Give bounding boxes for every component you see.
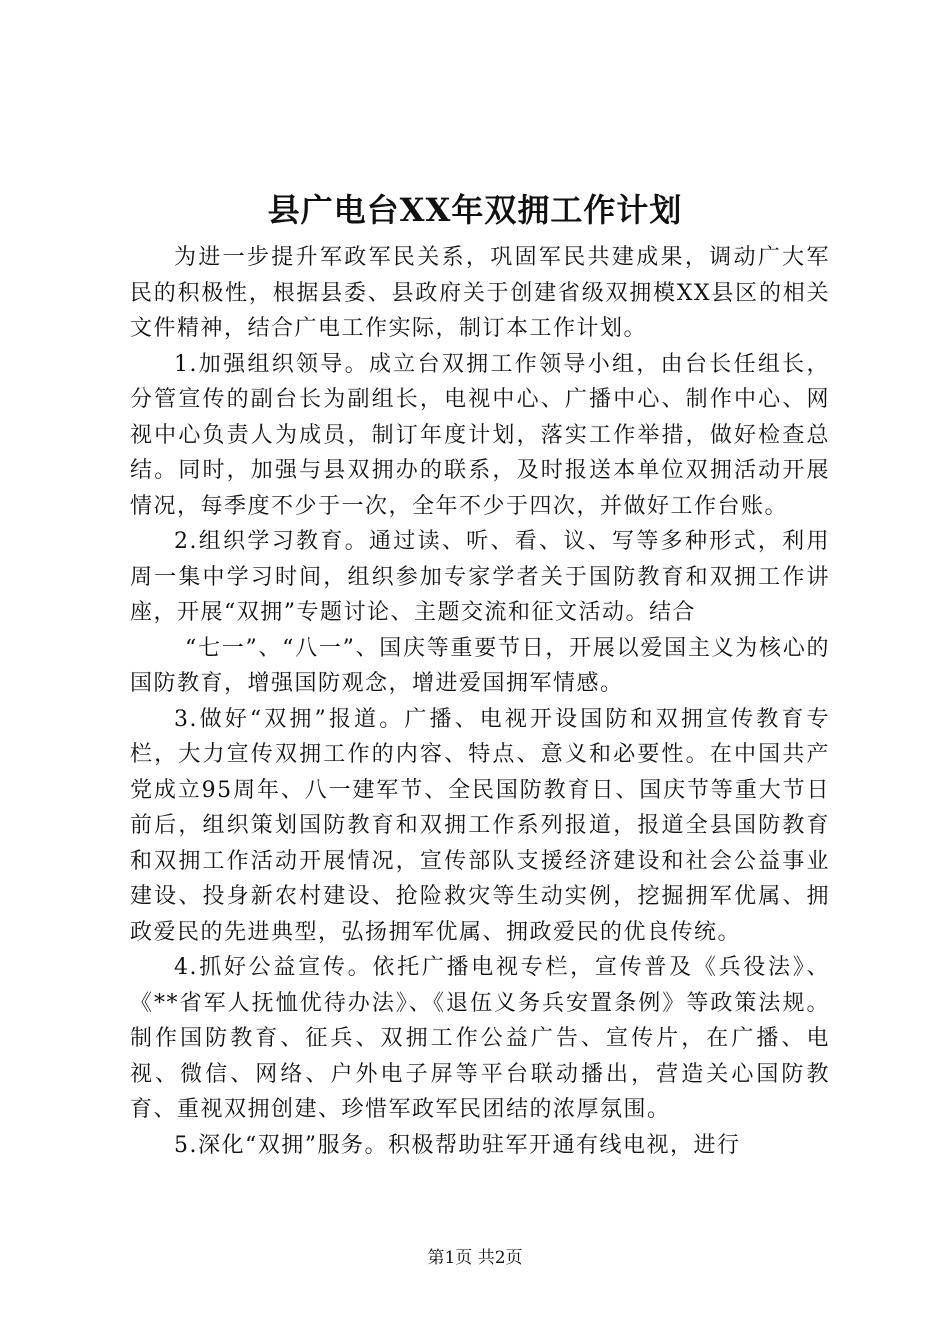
- paragraph-item-5: 5.深化“双拥”服务。积极帮助驻军开通有线电视，进行: [174, 1132, 741, 1158]
- page-number-footer: 第1页 共2页: [427, 1248, 523, 1268]
- paragraph-item-1: 1.加强组织领导。成立台双拥工作领导小组，由台长任组长，分管宣传的副台长为副组长，电视中心、广播中心、制作中心、网视中心负责人为成员，制订年度计划，落实工作举措，做好检查总结。同时，加强与县双拥办的联系，及时报送本单位双拥活动开展情况，每季度不少于一次，全年不少于四次，并做好工作台账。: [130, 351, 830, 519]
- paragraph-intro: 为进一步提升军政军民关系，巩固军民共建成果，调动广大军民的积极性，根据县委、县政府关于创建省级双拥模XX县区的相关文件精神，结合广电工作实际，制订本工作计划。: [130, 245, 830, 341]
- document-title: 县广电台XX年双拥工作计划: [267, 191, 683, 229]
- paragraph-item-2-continued: “七一”、“八一”、国庆等重要节日，开展以爱国主义为核心的国防教育，增强国防观念，增进爱国拥军情感。: [130, 635, 830, 696]
- paragraph-item-3: 3.做好“双拥”报道。广播、电视开设国防和双拥宣传教育专栏，大力宣传双拥工作的内容、特点、意义和必要性。在中国共产党成立95周年、八一建军节、全民国防教育日、国庆节等重大节日前后，组织策划国防教育和双拥工作系列报道，报道全县国防教育和双拥工作活动开展情况，宣传部队支援经济建设和社会公益事业建设、投身新农村建设、抢险救灾等生动实例，挖掘拥军优属、拥政爱民的先进典型，弘扬拥军优属、拥政爱民的优良传统。: [130, 706, 830, 945]
- paragraph-item-4: 4.抓好公益宣传。依托广播电视专栏，宣传普及《兵役法》、《**省军人抚恤优待办法》、《退伍义务兵安置条例》等政策法规。制作国防教育、征兵、双拥工作公益广告、宣传片，在广播、电视、微信、网络、户外电子屏等平台联动播出，营造关心国防教育、重视双拥创建、珍惜军政军民团结的浓厚氛围。: [130, 955, 830, 1122]
- paragraph-item-2: 2.组织学习教育。通过读、听、看、议、写等多种形式，利用周一集中学习时间，组织参加专家学者关于国防教育和双拥工作讲座，开展“双拥”专题讨论、主题交流和征文活动。结合: [130, 529, 830, 625]
- document-body: [130, 240, 830, 1163]
